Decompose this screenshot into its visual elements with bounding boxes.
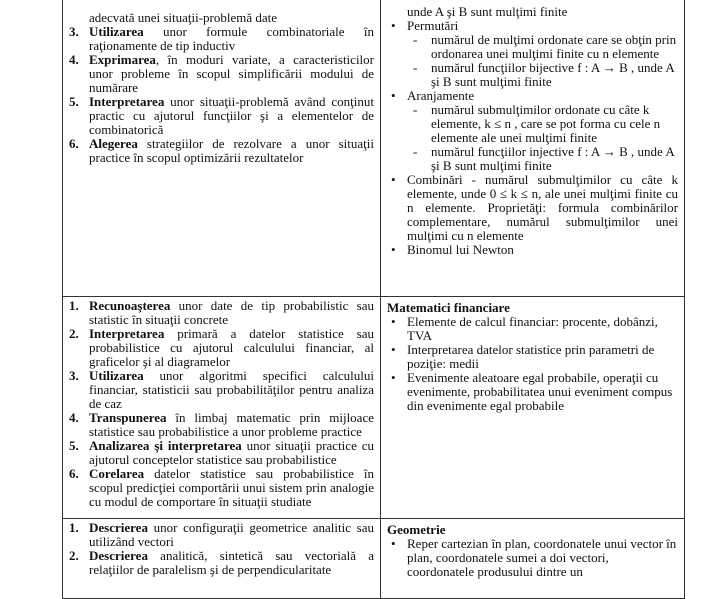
item-label: Permutări: [407, 18, 459, 33]
item-text: unor situaţii-problemă având conţinut practic cu ajutorul funcţiilor şi a elementelor de combinatorică: [89, 94, 374, 137]
item-number: 4.: [69, 52, 79, 67]
list-item: [69, 299, 374, 327]
item-text: strategiilor de rezolvare a unor situaţii practice în scopul optimizării rezultatelor: [89, 136, 374, 165]
contents-cell: [381, 519, 685, 599]
table-row: [63, 519, 685, 599]
list-item: - numărul funcţiilor injective f : A → B , unde A şi B sunt mulţimi finite: [407, 145, 678, 173]
curriculum-table: [62, 0, 685, 599]
item-text: unor situaţii practice cu ajutorul conceptelor statistice sau probabilistice: [89, 438, 375, 467]
list-item: [69, 521, 374, 549]
item-text: unor date de tip probabilistic sau statistic în situaţii concrete: [89, 298, 374, 327]
item-keyword: Exprimarea: [89, 52, 156, 67]
competencies-list: [69, 0, 374, 165]
item-number: 4.: [69, 410, 79, 425]
item-number: 3.: [69, 24, 79, 39]
list-item: - numărul de mulţimi ordonate care se obţin prin ordonarea unei mulţimi finite cu n elemente: [407, 33, 678, 61]
sub-list: [407, 103, 678, 173]
item-number: 6.: [69, 136, 79, 151]
item-keyword: Analizarea şi interpretarea: [89, 438, 242, 453]
item-number: 2.: [69, 326, 79, 341]
item-text: unor formule combinatoriale în raţionamente de tip inductiv: [89, 24, 374, 53]
item-keyword: Utilizarea: [89, 24, 144, 39]
list-item: [69, 95, 374, 137]
content-list: [387, 19, 678, 257]
item-keyword: Recunoaşterea: [89, 298, 171, 313]
section-title: Matematici financiare: [387, 300, 510, 315]
item-text: datelor statistice sau probabilistice în scopul predicţiei comportării unui sistem prin analogie cu modul de comportare în situaţii studiate: [89, 466, 374, 509]
item-number: 3.: [69, 368, 79, 383]
item-text: adecvată unei situaţii-problemă date: [89, 10, 278, 25]
item-keyword: Descrierea: [89, 520, 148, 535]
item-number: 6.: [69, 466, 79, 481]
item-keyword: Interpretarea: [89, 94, 165, 109]
list-item: [69, 549, 374, 577]
item-text: unor configuraţii geometrice analitic sau utilizând vectori: [89, 520, 374, 549]
competencies-cell: [63, 519, 381, 599]
item-number: 1.: [69, 298, 79, 313]
section-title: Geometrie: [387, 522, 446, 537]
list-item: [387, 173, 678, 243]
list-item: [69, 53, 374, 95]
sub-list: [407, 33, 678, 89]
list-item: [387, 243, 678, 257]
list-item: [69, 11, 374, 25]
list-item: [69, 439, 374, 467]
table-row: [63, 0, 685, 297]
competencies-list: [69, 299, 374, 509]
list-item: [69, 25, 374, 53]
list-item: [69, 369, 374, 411]
item-keyword: Corelarea: [89, 466, 145, 481]
item-number: 5.: [69, 438, 79, 453]
item-text: primară a datelor statistice sau probabilistice cu ajutorul calculului financiar, al graficelor şi al diagramelor: [89, 326, 374, 369]
competencies-cell: [63, 297, 381, 519]
list-item: [387, 19, 678, 89]
content-list: [387, 537, 678, 579]
item-number: 2.: [69, 548, 79, 563]
contents-cell: [381, 0, 685, 297]
list-item: - numărul funcţiilor bijective f : A → B , unde A şi B sunt mulţimi finite: [407, 61, 678, 89]
item-number: 5.: [69, 94, 79, 109]
item-keyword: Transpunerea: [89, 410, 167, 425]
item-keyword: Utilizarea: [89, 368, 144, 383]
list-item: - numărul submulţimilor ordonate cu câte k elemente, k ≤ n , care se pot forma cu cele n elemente ale unei mulţimi finite: [407, 103, 678, 145]
list-item: [69, 327, 374, 369]
item-text: , în moduri variate, a caracteristicilor unor probleme în scopul simplificării modului de numărare: [89, 52, 374, 95]
list-item: • Evenimente aleatoare egal probabile, operaţii cu evenimente, probabilitatea unui eveniment compus din evenimente egal probabile: [387, 371, 678, 413]
list-item: [387, 89, 678, 173]
contents-cell: [381, 297, 685, 519]
item-text: unor algoritmi specifici calculului financiar, statisticii sau probabilităţilor pentru analiza de caz: [89, 368, 374, 411]
item-text: Combinări - numărul submulţimilor cu câte k elemente, unde 0 ≤ k ≤ n, ale unei mulţimi finite cu n elemente. Proprietăţi: formula combinărilor complementare, numărul submulţimilor unei mulţimi cu n elemente: [407, 172, 678, 243]
list-item: [69, 411, 374, 439]
list-item: [69, 137, 374, 165]
item-keyword: Alegerea: [89, 136, 138, 151]
list-item: • Interpretarea datelor statistice prin parametri de poziţie: medii: [387, 343, 678, 371]
competencies-list: [69, 521, 374, 577]
list-item: • Reper cartezian în plan, coordonatele unui vector în plan, coordonatele sumei a doi vectori, coordonatele produsului dintre un: [387, 537, 678, 579]
competencies-cell: [63, 0, 381, 297]
item-text: Binomul lui Newton: [407, 242, 514, 257]
item-keyword: Interpretarea: [89, 326, 165, 341]
content-line: unde A şi B sunt mulţimi finite: [407, 4, 568, 19]
item-number: 1.: [69, 520, 79, 535]
content-list: [387, 315, 678, 413]
table-row: [63, 297, 685, 519]
item-label: Aranjamente: [407, 88, 475, 103]
item-text: analitică, sintetică sau vectorială a relaţiilor de paralelism şi de perpendicularitate: [89, 548, 374, 577]
item-keyword: Descrierea: [89, 548, 148, 563]
item-text: în limbaj matematic prin mijloace statistice sau probabilistice a unor probleme practice: [89, 410, 374, 439]
list-item: [69, 467, 374, 509]
list-item: • Elemente de calcul financiar: procente, dobânzi, TVA: [387, 315, 678, 343]
